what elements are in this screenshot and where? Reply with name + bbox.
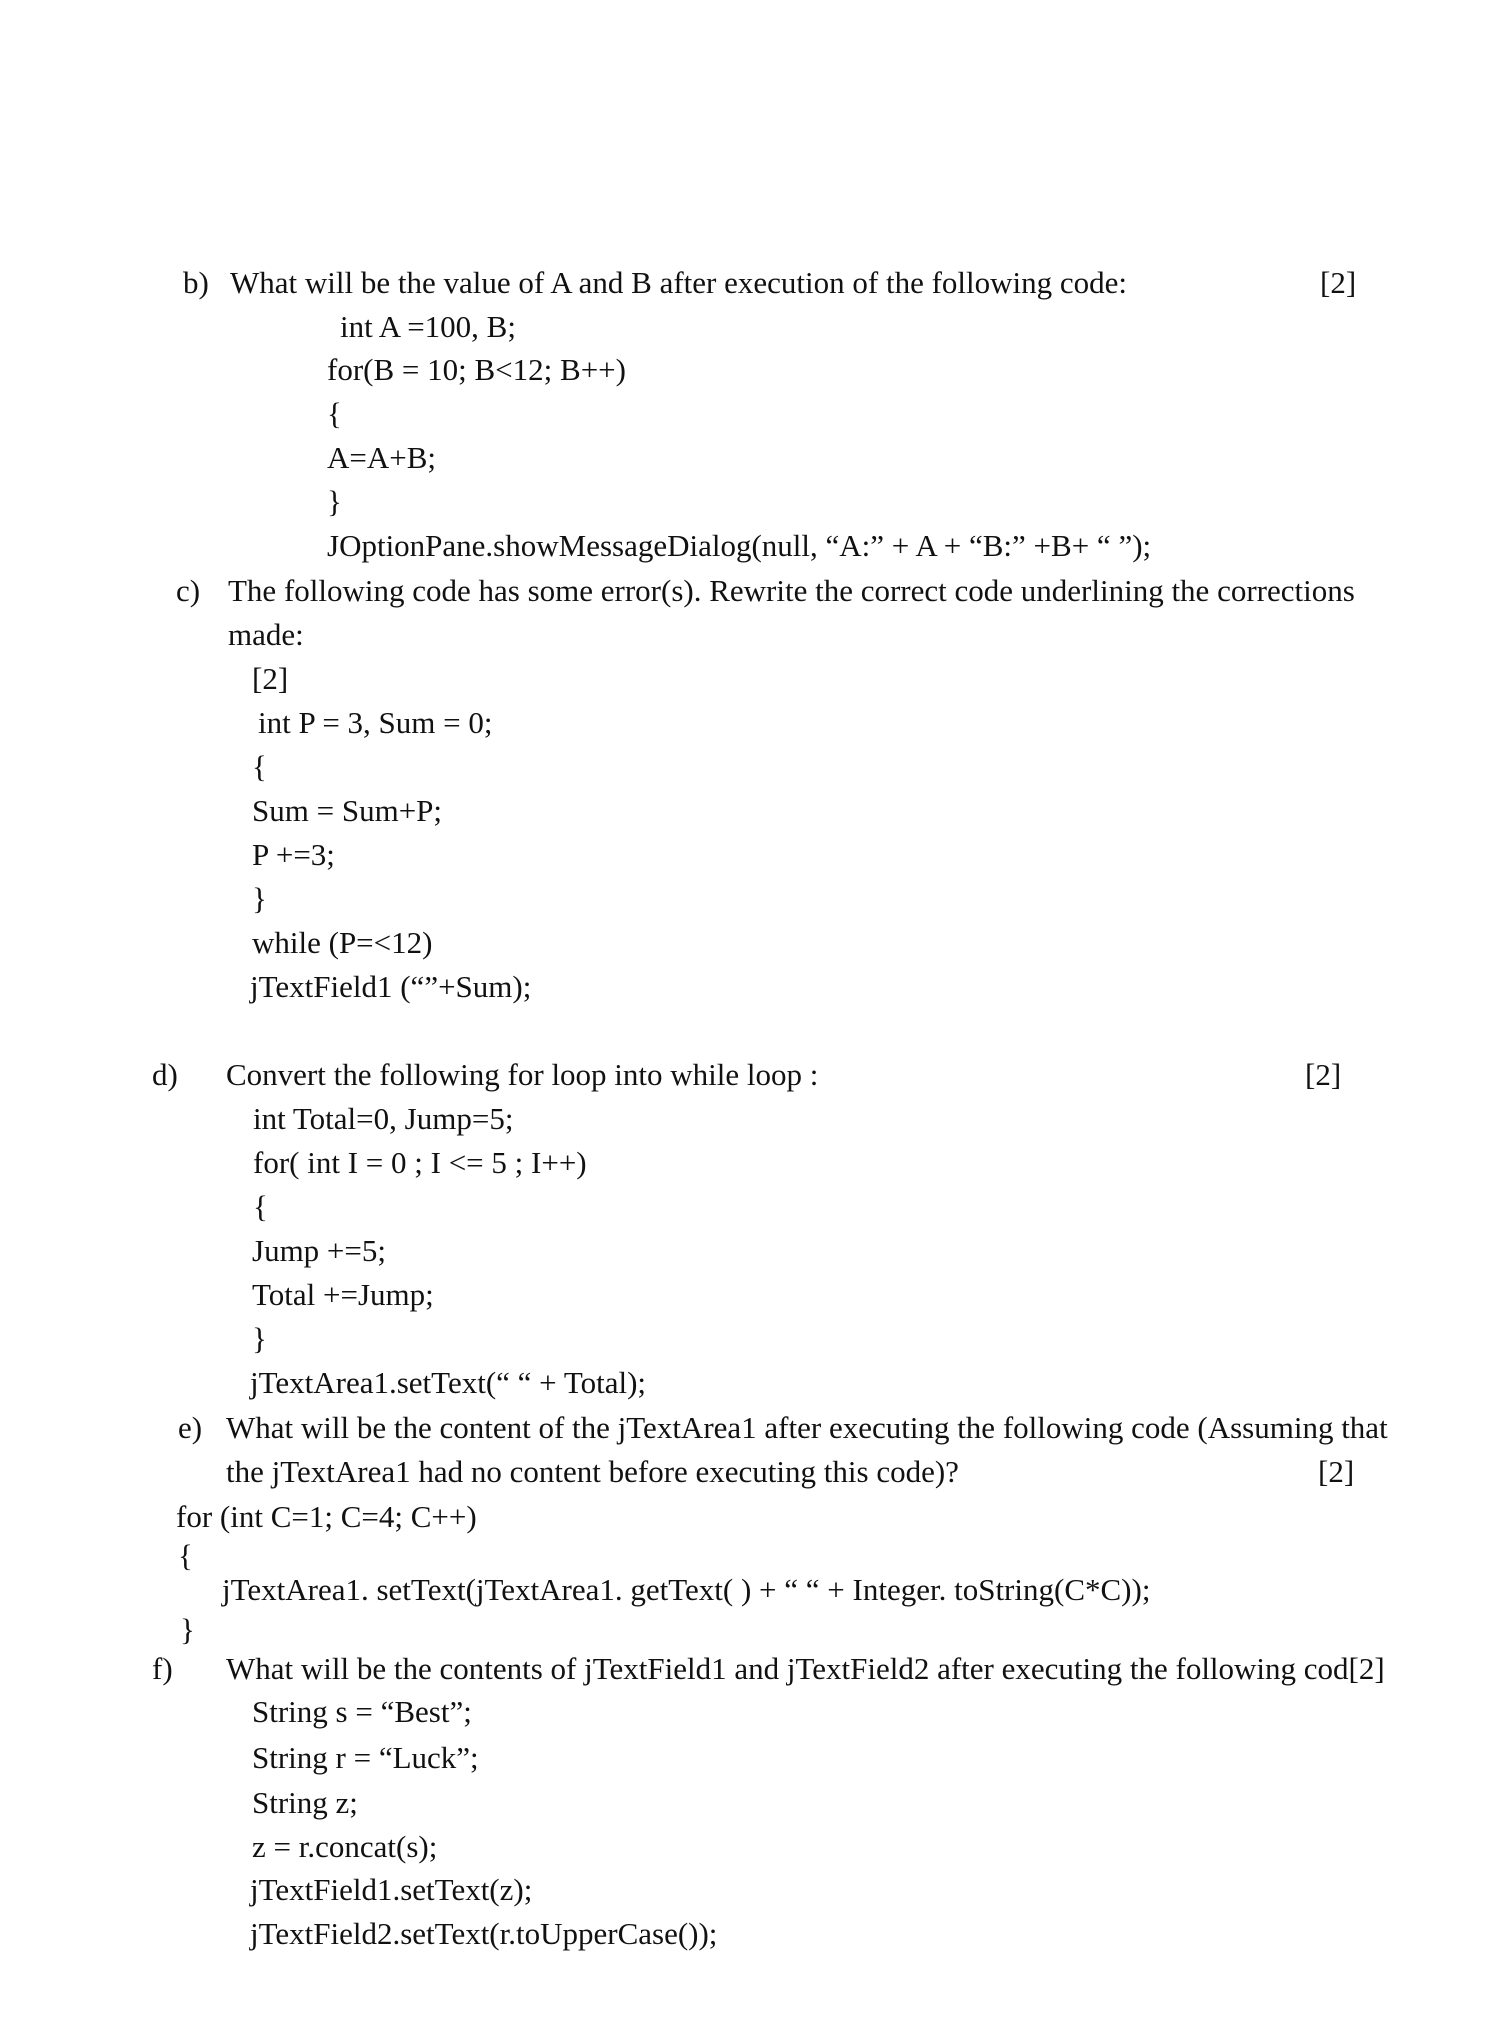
code-line-e-4: } xyxy=(180,1612,195,1647)
marks-d: [2] xyxy=(1305,1057,1342,1092)
code-line-d-2: for( int I = 0 ; I <= 5 ; I++) xyxy=(253,1145,587,1180)
code-line-c-2: { xyxy=(252,749,267,784)
question-prompt-e-line1: What will be the content of the jTextArea1 after executing the following code (Assuming that xyxy=(226,1410,1388,1445)
code-line-f-2: String r = “Luck”; xyxy=(252,1740,479,1775)
question-label-f: f) xyxy=(152,1651,173,1686)
code-line-f-1: String s = “Best”; xyxy=(252,1694,472,1729)
code-line-e-2: { xyxy=(178,1538,193,1573)
question-prompt-b: What will be the value of A and B after execution of the following code: xyxy=(230,265,1128,300)
code-line-d-3: { xyxy=(253,1189,268,1224)
code-line-e-1: for (int C=1; C=4; C++) xyxy=(176,1499,477,1534)
code-line-b-2: for(B = 10; B<12; B++) xyxy=(327,352,626,387)
code-line-c-5: } xyxy=(252,881,267,916)
marks-c: [2] xyxy=(252,661,289,696)
code-line-e-3: jTextArea1. setText(jTextArea1. getText( ) + “ “ + Integer. toString(C*C)); xyxy=(222,1572,1151,1607)
code-line-b-1: int A =100, B; xyxy=(340,309,516,344)
code-line-c-6: while (P=<12) xyxy=(252,925,433,960)
code-line-c-4: P +=3; xyxy=(252,837,335,872)
question-label-d: d) xyxy=(152,1057,178,1092)
code-line-c-7: jTextField1 (“”+Sum); xyxy=(250,969,532,1004)
question-label-c: c) xyxy=(176,573,201,608)
code-line-b-3: { xyxy=(327,396,342,431)
question-prompt-f: What will be the contents of jTextField1 and jTextField2 after executing the following cod[2] xyxy=(226,1651,1385,1686)
code-line-d-6: } xyxy=(252,1321,267,1356)
code-line-d-1: int Total=0, Jump=5; xyxy=(253,1101,514,1136)
question-label-e: e) xyxy=(178,1410,203,1445)
code-line-b-5: } xyxy=(327,484,342,519)
marks-b: [2] xyxy=(1320,265,1357,300)
question-prompt-c-line2: made: xyxy=(228,617,304,652)
marks-e: [2] xyxy=(1318,1454,1355,1489)
code-line-b-4: A=A+B; xyxy=(327,440,437,475)
code-line-b-6: JOptionPane.showMessageDialog(null, “A:” + A + “B:” +B+ “ ”); xyxy=(327,528,1152,563)
code-line-d-7: jTextArea1.setText(“ “ + Total); xyxy=(250,1365,647,1400)
question-prompt-d: Convert the following for loop into while loop : xyxy=(226,1057,819,1092)
code-line-f-4: z = r.concat(s); xyxy=(252,1829,438,1864)
code-line-d-4: Jump +=5; xyxy=(252,1233,387,1268)
code-line-d-5: Total +=Jump; xyxy=(252,1277,434,1312)
code-line-c-3: Sum = Sum+P; xyxy=(252,793,443,828)
code-line-c-1: int P = 3, Sum = 0; xyxy=(258,705,493,740)
code-line-f-6: jTextField2.setText(r.toUpperCase()); xyxy=(250,1916,718,1951)
question-prompt-c-line1: The following code has some error(s). Rewrite the correct code underlining the corrections xyxy=(228,573,1355,608)
code-line-f-3: String z; xyxy=(252,1785,358,1820)
code-line-f-5: jTextField1.setText(z); xyxy=(250,1872,533,1907)
question-label-b: b) xyxy=(183,265,209,300)
question-prompt-e-line2: the jTextArea1 had no content before executing this code)? xyxy=(226,1454,959,1489)
